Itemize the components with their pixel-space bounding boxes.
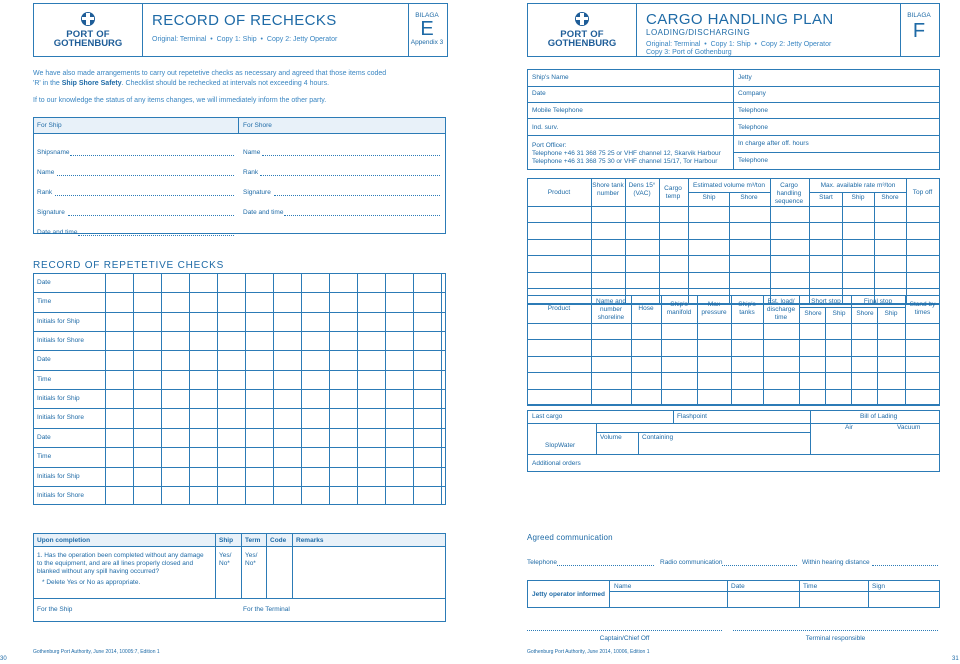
right-header: PORT OF GOTHENBURG CARGO HANDLING PLAN LOADING/DISCHARGING Original: Terminal • Copy 1: Ship • Copy 2: Jetty Operator Copy 3: Port of Gothenburg BILAGA F	[527, 3, 940, 57]
t2-sub-line	[799, 307, 905, 308]
t1-row-line	[527, 272, 940, 273]
page-number-right: 31	[952, 656, 959, 662]
t1-col-line	[906, 178, 907, 304]
ship-rank-field[interactable]	[55, 195, 234, 196]
rep-row-label: Initials for Ship	[37, 472, 80, 480]
port-logo-right: PORT OF GOTHENBURG	[536, 10, 628, 52]
repetitive-title: RECORD OF REPETETIVE CHECKS	[33, 260, 225, 271]
t2-row-line	[527, 372, 940, 373]
rep-row-label: Date	[37, 356, 51, 364]
cargo-plan-title: CARGO HANDLING PLAN	[646, 11, 834, 28]
t1-row-line	[527, 288, 940, 289]
rep-row-label: Time	[37, 453, 52, 461]
rep-col-line	[105, 273, 106, 505]
rep-row-label: Time	[37, 298, 52, 306]
t1-row-line	[527, 255, 940, 256]
logo-line2: GOTHENBURG	[53, 38, 123, 49]
t1-col-line	[625, 178, 626, 304]
rep-col-line	[385, 273, 386, 505]
rep-col-line	[217, 273, 218, 505]
rep-row-label: Date	[37, 433, 51, 441]
t1-row-line	[527, 222, 940, 223]
copy-line: Original: Terminal • Copy 1: Ship • Copy 2: Jetty Operator	[152, 36, 338, 43]
rep-row-label: Date	[37, 279, 51, 286]
footer-left: Gothenburg Port Authority, June 2014, 10005:7, Edition 1	[33, 649, 160, 655]
t1-sub-line	[688, 192, 770, 193]
delete-note: * Delete Yes or No as appropriate.	[42, 579, 141, 586]
rep-row-label: Initials for Shore	[37, 337, 84, 345]
port-logo	[42, 10, 134, 52]
for-shore-label: For Shore	[243, 122, 272, 129]
ship-datetime-field[interactable]	[78, 235, 234, 236]
recheck-title: RECORD OF RECHECKS	[152, 12, 337, 29]
radio-field[interactable]	[722, 565, 797, 566]
t2-row-line	[527, 389, 940, 390]
bilaga-e: BILAGA E Appendix 3	[410, 12, 444, 46]
completion-question: 1. Has the operation been completed without any damage to the equipment, and are all lines properly closed and blanked without any spill having occurred?	[37, 552, 204, 575]
shore-name-field[interactable]	[262, 155, 440, 156]
footer-right: Gothenburg Port Authority, June 2014, 10006, Edition 1	[527, 649, 650, 655]
rep-col-line	[413, 273, 414, 505]
rep-col-line	[189, 273, 190, 505]
logo-line1: PORT OF	[66, 29, 110, 40]
t2-row-line	[527, 323, 940, 324]
for-ship-label: For Ship	[37, 122, 62, 129]
rep-col-line	[161, 273, 162, 505]
ship-yes-no[interactable]: Yes/ No*	[219, 552, 232, 567]
page-number-left: 30	[0, 656, 7, 662]
rep-row-label: Initials for Shore	[37, 414, 84, 422]
rep-row-label: Initials for Ship	[37, 317, 80, 325]
term-yes-no[interactable]: Yes/ No*	[245, 552, 258, 567]
rep-col-line	[273, 273, 274, 505]
shipsname-field[interactable]	[70, 155, 234, 156]
for-the-terminal: For the Terminal	[243, 606, 290, 613]
anchor-crown-icon	[77, 10, 99, 30]
t1-row-line	[527, 239, 940, 240]
t1-row-line	[527, 206, 940, 207]
for-the-ship: For the Ship	[37, 606, 73, 613]
t2-row-line	[527, 356, 940, 357]
agreed-title: Agreed communication	[527, 533, 613, 542]
rep-row-label: Initials for Shore	[37, 491, 84, 499]
rep-col-line	[301, 273, 302, 505]
ship-signature-field[interactable]	[68, 215, 234, 216]
jetty-operator-label: Jetty operator informed	[532, 591, 605, 598]
t2-row-line	[527, 339, 940, 340]
rep-col-line	[245, 273, 246, 505]
t2-row-line	[527, 405, 940, 406]
shore-rank-field[interactable]	[260, 175, 440, 176]
rep-row-label: Time	[37, 375, 52, 383]
shore-signature-field[interactable]	[274, 195, 440, 196]
agreed-telephone-field[interactable]	[557, 565, 654, 566]
terminal-signature[interactable]	[733, 630, 938, 631]
ship-name-field[interactable]	[57, 175, 234, 176]
copy-line-right: Original: Terminal • Copy 1: Ship • Copy 2: Jetty Operator	[646, 41, 832, 48]
rep-row-label: Initials for Ship	[37, 395, 80, 403]
captain-signature[interactable]	[527, 630, 722, 631]
rep-col-line	[133, 273, 134, 505]
hearing-field[interactable]	[872, 565, 938, 566]
shore-datetime-field[interactable]	[284, 215, 440, 216]
rep-col-line	[329, 273, 330, 505]
loading-subtitle: LOADING/DISCHARGING	[646, 28, 751, 37]
anchor-crown-icon	[571, 10, 593, 30]
rep-col-line	[357, 273, 358, 505]
left-header	[33, 3, 448, 57]
rep-col-line	[441, 273, 442, 505]
t1-sub-line	[809, 192, 906, 193]
bilaga-f: BILAGA F	[907, 12, 931, 42]
intro-text: We have also made arrangements to carry out repetetive checks as necessary and agreed that those items coded 'R' in the Ship Shore Safety. Checklist should be rechecked at intervals not exceeding 4 hours. If to our knowledge the status of any items changes, we will immediately inform the other party.	[33, 70, 387, 104]
